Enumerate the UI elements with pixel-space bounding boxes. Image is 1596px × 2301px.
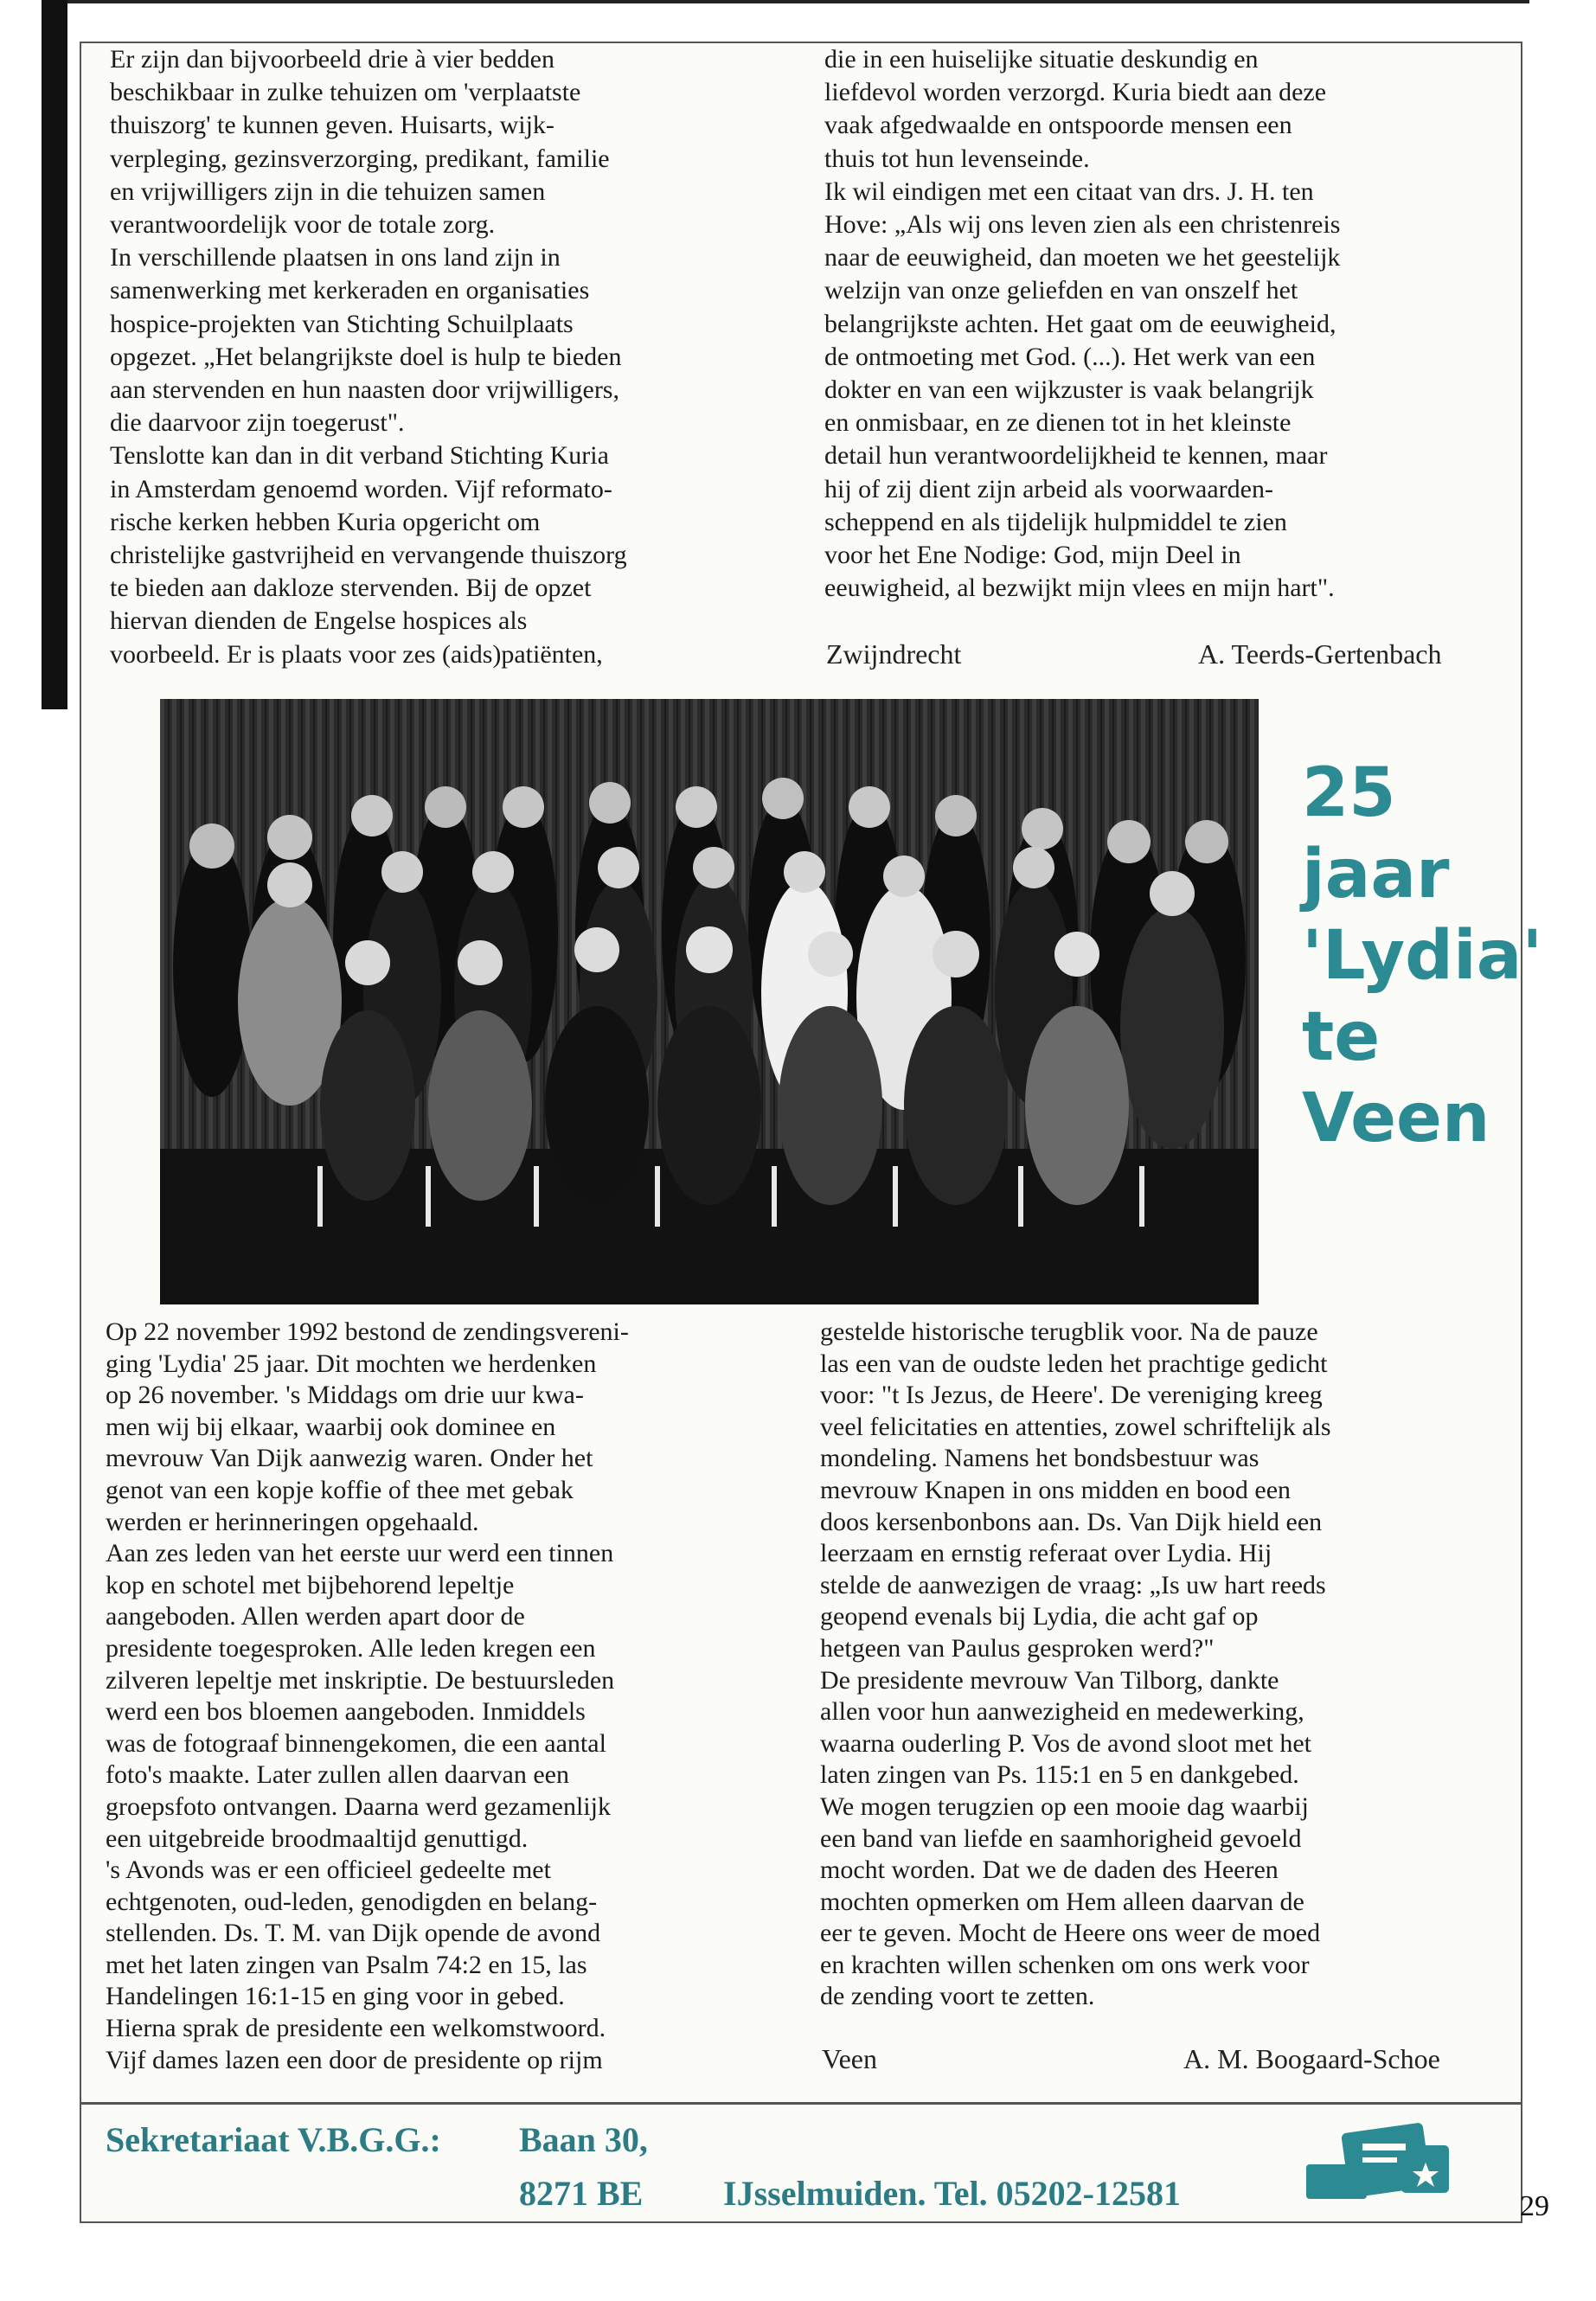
article-column-bottom-left: Op 22 november 1992 bestond de zendingsvereni- ging 'Lydia' 25 jaar. Dit mochten we herdenken op 26 november. 's Middags om drie uur kwa- men wij bij elkaar, waarbij ook dominee en mevrouw Van Dijk aanwezig waren. Onder het genot van een kopje koffie of thee met gebak werden er herinneringen opgehaald. Aan zes leden van het eerste uur werd een tinnen kop en schotel met bijbehorend lepeltje aangeboden. Allen werden apart door de presidente toegesproken. Alle leden kregen een zilveren lepeltje met inskriptie. De bestuursleden werd een bos bloemen aangeboden. Inmiddels was de fotograaf binnengekomen, die een aantal foto's maakte. Later zullen allen daarvan een groepsfoto ontvangen. Daarna werd gezamenlijk een uitgebreide broodmaaltijd genuttigd. 's Avonds was er een officieel gedeelte met echtgenoten, oud-leden, genodigden en belang- stellenden. Ds. T. M. van Dijk opende de avond met het laten zingen van Psalm 74:2 en 15, las Handelingen 16:1-15 en ging voor in gebed. Hierna sprak de presidente een welkomstwoord. Vijf dames lazen een door de presidente op rijm <box>106 1317 629 2074</box>
vbgg-logo <box>1298 2111 1462 2206</box>
footer-city-phone: IJsselmuiden. Tel. 05202-12581 <box>723 2174 1181 2213</box>
footer-divider <box>80 2102 1522 2105</box>
top-rule <box>42 0 1529 3</box>
headline-line-5: Veen <box>1302 1080 1490 1157</box>
article-column-top-left: Er zijn dan bijvoorbeeld drie à vier bedden beschikbaar in zulke tehuizen om 'verplaatste thuiszorg' te kunnen geven. Huisarts, wijk- verpleging, gezinsverzorging, predikant, familie en vrijwilligers zijn in die tehuizen samen verantwoordelijk voor de totale zorg. In verschillende plaatsen in ons land zijn in samenwerking met kerkeraden en organisaties hospice-projekten van Stichting Schuilplaats opgezet. „Het belangrijkste doel is hulp te bieden aan stervenden en hun naasten door vrijwilligers, die daarvoor zijn toegerust". Tenslotte kan dan in dit verband Stichting Kuria in Amsterdam genoemd worden. Vijf reformato- rische kerken hebben Kuria opgericht om christelijke gastvrijheid en vervangende thuiszorg te bieden aan dakloze stervenden. Bij de opzet hiervan dienden de Engelse hospices als voorbeeld. Er is plaats voor zes (aids)patiënten, <box>110 45 627 669</box>
article-column-bottom-right: gestelde historische terugblik voor. Na de pauze las een van de oudste leden het prachtige gedicht voor: "t Is Jezus, de Heere'. De vereniging kreeg veel felicitaties en attenties, zowel schriftelijk als mondeling. Namens het bondsbestuur was mevrouw Knapen in ons midden en bood een doos kersenbonbons aan. Ds. Van Dijk hield een leerzaam en ernstig referaat over Lydia. Hij stelde de aanwezigen de vraag: „Is uw hart reeds geopend evenals bij Lydia, die acht gaf op hetgeen van Paulus gesproken werd?" De presidente mevrouw Van Tilborg, dankte allen voor hun aanwezigheid en medewerking, waarna ouderling P. Vos de avond sloot met het laten zingen van Ps. 115:1 en 5 en dankgebed. We mogen terugzien op een mooie dag waarbij een band van liefde en saamhorigheid gevoeld mocht worden. Dat we de daden des Heeren mochten opmerken om Hem alleen daarvan de eer te geven. Mocht de Heere ons weer de moed en krachten willen schenken om ons werk voor de zending voort te zetten. <box>820 1317 1331 2011</box>
footer-postcode: 8271 BE <box>519 2174 644 2213</box>
headline-line-3: 'Lydia' <box>1302 917 1543 995</box>
footer-street: Baan 30, <box>519 2120 648 2159</box>
signature-place-bottom: Veen <box>822 2043 877 2074</box>
footer-label: Sekretariaat V.B.G.G.: <box>106 2120 441 2159</box>
group-photo-image <box>160 699 1259 1304</box>
logo-icon <box>1298 2111 1462 2206</box>
headline-line-1: 25 <box>1302 754 1396 832</box>
article-column-top-right: die in een huiselijke situatie deskundig en liefdevol worden verzorgd. Kuria biedt aan deze vaak afgedwaalde en ontspoorde mensen een thuis tot hun levenseinde. Ik wil eindigen met een citaat van drs. J. H. ten Hove: „Als wij ons leven zien als een christenreis naar de eeuwigheid, dan moeten we het geestelijk welzijn van onze geliefden en van onszelf het belangrijkste achten. Het gaat om de eeuwigheid, de ontmoeting met God. (...). Het werk van een dokter en van een wijkzuster is vaak belangrijk en onmisbaar, en ze dienen tot in het kleinste detail hun verantwoordelijkheid te kennen, maar hij of zij dient zijn arbeid als voorwaarden- scheppend en als tijdelijk hulpmiddel te zien voor het Ene Nodige: God, mijn Deel in eeuwigheid, al bezwijkt mijn vlees en mijn hart". <box>824 45 1341 603</box>
signature-author-bottom: A. M. Boogaard-Schoe <box>1183 2043 1440 2074</box>
signature-place-top: Zwijndrecht <box>826 638 962 670</box>
article-headline <box>1302 753 1543 1159</box>
group-photo <box>160 699 1259 1304</box>
headline-line-2: jaar <box>1302 836 1450 913</box>
left-edge-bar <box>42 0 67 709</box>
page-number: 29 <box>1520 2190 1549 2222</box>
headline-line-4: te <box>1302 998 1381 1076</box>
signature-author-top: A. Teerds-Gertenbach <box>1198 638 1442 670</box>
